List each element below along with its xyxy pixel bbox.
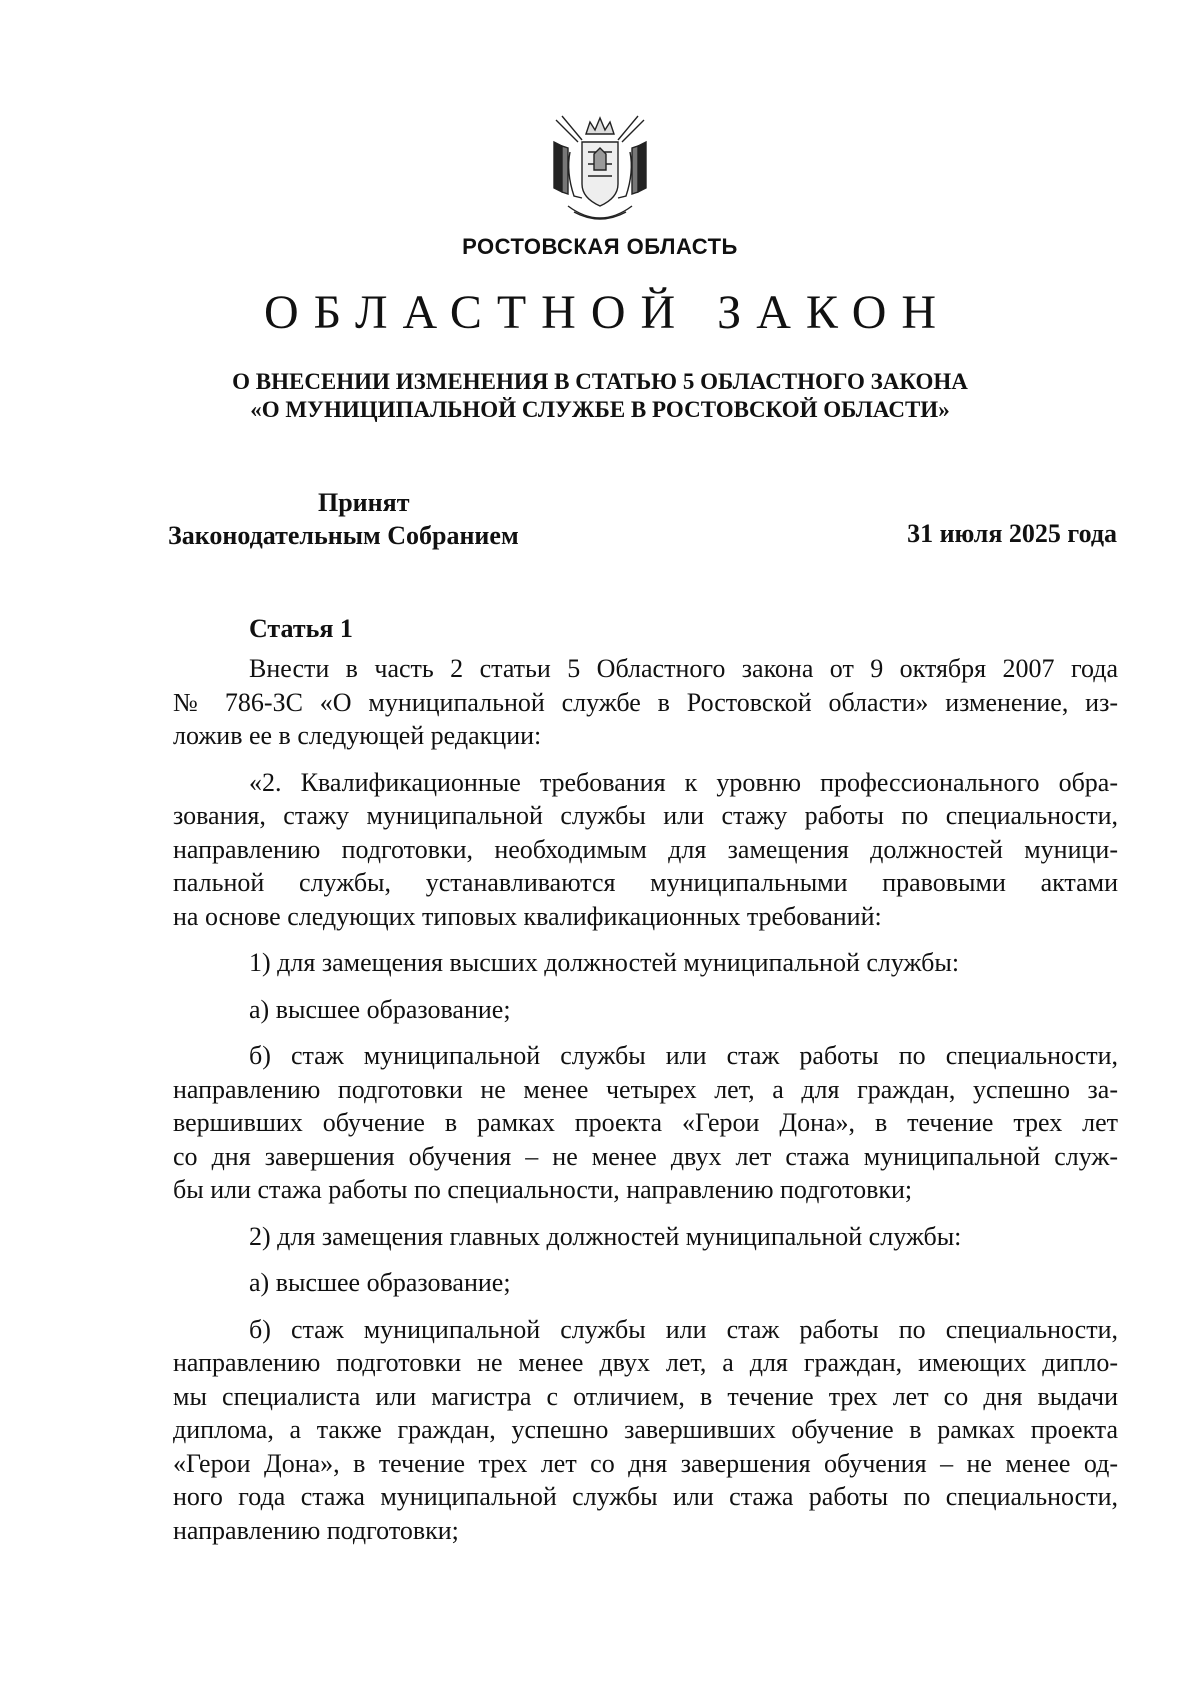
paragraph (173, 766, 1118, 934)
text-line: б) стаж муниципальной службы или стаж работы по специальности, (249, 1314, 1118, 1344)
text-line: вершивших обучение в рамках проекта «Герои Дона», в течение трех лет (173, 1108, 1118, 1137)
adopting-body: Законодательным Собранием (168, 521, 519, 550)
paragraph (173, 1220, 1118, 1254)
paragraph (173, 993, 1118, 1027)
text-line: мы специалиста или магистра с отличием, в течение трех лет со дня выдачи (173, 1381, 1118, 1411)
article-heading: Статья 1 (249, 614, 353, 643)
text-line: зования, стажу муниципальной службы или стажу работы по специальности, (173, 801, 1118, 830)
paragraph (173, 946, 1118, 980)
document-type: ОБЛАСТНОЙ ЗАКОН (263, 286, 952, 339)
text-line: пальной службы, устанавливаются муниципальными правовыми актами (173, 868, 1118, 897)
article-body (173, 652, 1118, 1560)
text-line: направлению подготовки; (173, 1515, 459, 1545)
text-line: со дня завершения обучения – не менее двух лет стажа муниципальной служ- (173, 1141, 1118, 1171)
text-line: 1) для замещения высших должностей муниципальной службы: (249, 948, 960, 977)
text-line: направлению подготовки не менее четырех лет, а для граждан, успешно за- (173, 1074, 1118, 1104)
adopted-label: Принят (318, 488, 410, 517)
law-title-line: «О МУНИЦИПАЛЬНОЙ СЛУЖБЕ В РОСТОВСКОЙ ОБЛАСТИ» (250, 397, 950, 422)
text-line: ложив ее в следующей редакции: (173, 721, 542, 750)
paragraph (173, 1039, 1118, 1207)
text-line: направлению подготовки не менее двух лет, а для граждан, имеющих дипло- (173, 1348, 1118, 1377)
text-line: 2) для замещения главных должностей муниципальной службы: (249, 1221, 962, 1251)
text-line: на основе следующих типовых квалификационных требований: (173, 901, 882, 931)
paragraph (173, 1266, 1118, 1300)
paragraph (173, 652, 1118, 753)
text-line: направлению подготовки, необходимым для замещения должностей муници- (173, 834, 1118, 864)
text-line: ного года стажа муниципальной службы или стажа работы по специальности, (173, 1482, 1118, 1511)
adoption-date: 31 июля 2025 года (907, 519, 1117, 548)
text-line: бы или стажа работы по специальности, направлению подготовки; (173, 1175, 913, 1204)
text-line: Внести в часть 2 статьи 5 Областного закона от 9 октября 2007 года (249, 654, 1118, 683)
law-title (0, 368, 1200, 424)
text-line: диплома, а также граждан, успешно завершивших обучение в рамках проекта (173, 1415, 1118, 1444)
text-line: б) стаж муниципальной службы или стаж работы по специальности, (249, 1041, 1118, 1070)
text-line: а) высшее образование; (249, 994, 511, 1024)
text-line: «2. Квалификационные требования к уровню профессионального обра- (249, 767, 1118, 797)
text-line: «Герои Дона», в течение трех лет со дня завершения обучения – не менее од- (173, 1448, 1118, 1478)
text-line: а) высшее образование; (249, 1268, 511, 1297)
adoption-block (168, 486, 519, 552)
text-line: № 786-ЗС «О муниципальной службе в Ростовской области» изменение, из- (173, 687, 1118, 717)
region-name: РОСТОВСКАЯ ОБЛАСТЬ (462, 234, 738, 259)
paragraph (173, 1313, 1118, 1548)
coat-of-arms-emblem (548, 112, 652, 230)
law-title-line: О ВНЕСЕНИИ ИЗМЕНЕНИЯ В СТАТЬЮ 5 ОБЛАСТНОГО ЗАКОНА (232, 369, 968, 394)
